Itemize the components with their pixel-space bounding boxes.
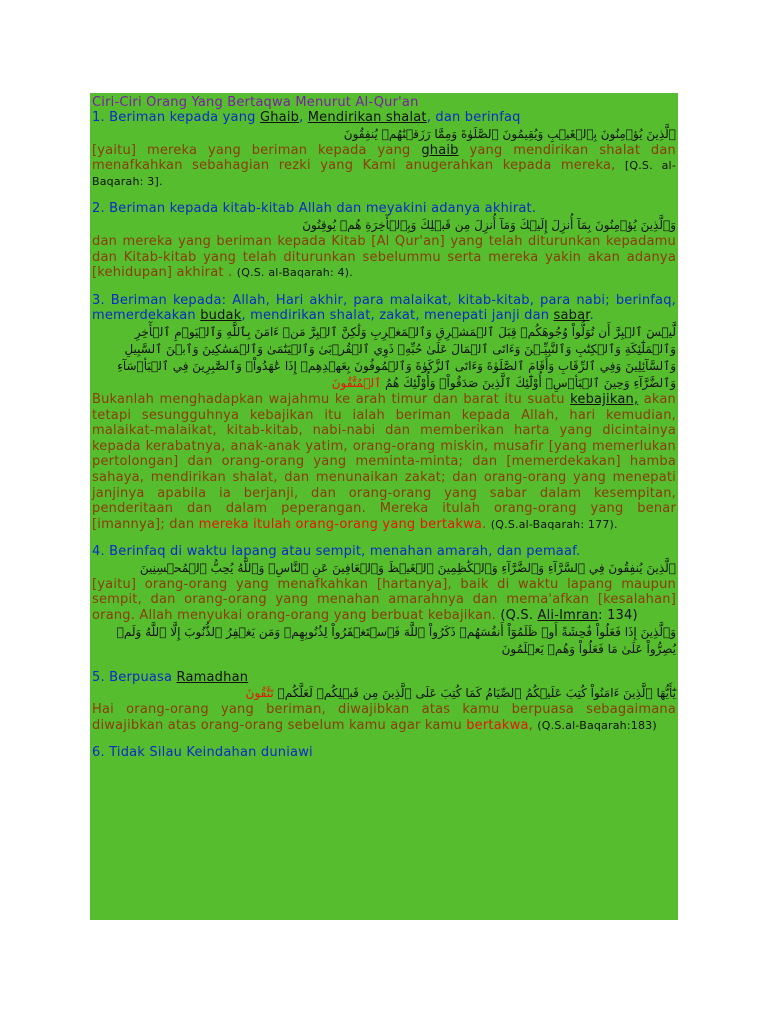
section-1-arabic-verse: ٱلَّذِينَ يُؤۡمِنُونَ بِٱلۡغَيۡبِ وَيُقِيمُونَ ٱلصَّلَوٰةَ وَمِمَّا رَزَقۡنَٰهُمۡ يُنفِقُونَ [343,126,676,141]
section-1-reference: [Q.S. al-Baqarah: 3]. [92,159,676,188]
mendirikan-shalat-link[interactable]: Mendirikan shalat [307,110,427,125]
section-5-arabic-verse [92,685,676,702]
ghaib-link[interactable]: Ghaib [259,110,300,125]
section-3-translation-highlight: mereka itulah orang-orang yang bertakwa [198,516,483,532]
ghaib-inline-link[interactable]: ghaib [421,142,459,158]
section-4-reference-start: (Q.S. [500,608,538,624]
section-4-translation [92,577,676,624]
section-3-translation [92,392,676,532]
section-3-translation-text: Bukanlah menghadapkan wajahmu ke arah timur dan barat itu suatu [92,391,571,407]
section-4-reference-end: : 134) [598,608,638,624]
section-1-heading [92,110,676,126]
section-5-arabic-highlight: تَتَّقُونَ [245,686,274,701]
section-2-heading: 2. Beriman kepada kitab-kitab Allah dan meyakini adanya akhirat. [92,201,537,217]
section-3-heading [92,293,676,324]
document-title: Ciri-Ciri Orang Yang Bertaqwa Menurut Al-Qur'an [92,95,419,110]
section-5-translation [92,702,676,733]
budak-link[interactable]: budak [200,308,242,324]
section-4-translation-text: [yaitu] orang-orang yang menafkahkan [hartanya], baik di waktu lapang maupun sempit, dan orang-orang yang menahan amarahnya dan mema'afkan [kesalahan] orang. Allah menyukai orang-orang yang berbuat kebajikan. [92,576,676,624]
section-6-heading: 6. Tidak Silau Keindahan duniawi [92,745,313,761]
ramadhan-link[interactable]: Ramadhan [176,669,249,685]
section-3-heading-end: . [589,308,594,324]
section-1-heading-end: , dan berinfaq [426,110,521,125]
section-3-arabic-highlight: ٱلۡمُتَّقُونَ [331,375,382,390]
section-1-translation-text: [yaitu] mereka yang beriman kepada yang [92,142,422,158]
section-1-heading-sep: , [299,110,308,125]
ali-imran-link[interactable]: Ali-Imran [537,608,599,624]
section-3-arabic-verse [92,324,676,392]
section-4-arabic-verse-2: وَٱلَّذِينَ إِذَا فَعَلُواْ فَٰحِشَةً أَوۡ ظَلَمُوٓاْ أَنفُسَهُمۡ ذَكَرُواْ ٱللَّهَ فَٱسۡتَغۡفَرُواْ لِذُنُوبِهِمۡ وَمَن يَغۡفِرُ ٱلذُّنُوبَ إِلَّا ٱللَّهُ وَلَمۡ يُصِرُّواْ عَلَىٰ مَا فَعَلُواْ وَهُمۡ يَعۡلَمُونَ [116,624,676,656]
section-5-heading [92,670,676,686]
section-2-translation-text: dan mereka yang beriman kepada Kitab [Al Qur'an] yang telah diturunkan kepadamu dan Kitab-kitab yang telah diturunkan sebelummu serta mereka yakin akan adanya [kehidupan] akhirat . [92,233,676,281]
section-1-translation-rest: yang mendirikan shalat dan menafkahkan sebahagian rezki yang Kami anugerahkan kepada mereka, [92,142,676,174]
section-3-heading-text: 3. Beriman kepada: Allah, Hari akhir, para malaikat, kitab-kitab, para nabi; berinfaq, memerdekakan [92,292,676,324]
section-3-translation-body: akan tetapi sesungguhnya kebajikan itu ialah beriman kepada Allah, hari kemudian, malaikat-malaikat, kitab-kitab, nabi-nabi dan memberikan harta yang dicintainya kepada kerabatnya, anak-anak yatim, orang-orang miskin, musafir [yang memerlukan pertolongan] dan orang-orang yang meminta-minta; dan [memerdekakan] hamba sahaya, mendirikan shalat, dan menunaikan zakat; dan orang-orang yang menepati janjinya apabila ia berjanji, dan orang-orang yang sabar dalam kesempitan, penderitaan dan dalam peperangan. Mereka itulah orang-orang yang benar [imannya]; dan [92,391,677,532]
section-5-reference: (Q.S.al-Baqarah:183) [537,718,657,732]
section-1-translation [92,143,676,190]
section-2-reference: (Q.S. al-Baqarah: 4). [236,266,353,280]
document-page [90,93,678,920]
section-5-heading-text: 5. Berpuasa [92,669,177,685]
section-1-heading-text: 1. Beriman kepada yang [92,110,260,125]
section-3-heading-mid: , mendirikan shalat, zakat, menepati janji dan [241,308,554,324]
section-5-translation-highlight: bertakwa [466,717,529,733]
section-4-heading: 4. Berinfaq di waktu lapang atau sempit, menahan amarah, dan pemaaf. [92,544,581,560]
section-3-reference: (Q.S.al-Baqarah: 177). [490,517,618,531]
section-3-translation-end: . [482,516,491,532]
section-4-arabic-verse-1: ٱلَّذِينَ يُنفِقُونَ فِي ٱلسَّرَّآءِ وَٱلضَّرَّآءِ وَٱلۡكَٰظِمِينَ ٱلۡغَيۡظَ وَٱلۡعَافِينَ عَنِ ٱلنَّاسِۗ وَٱللَّهُ يُحِبُّ ٱلۡمُحۡسِنِينَ [139,560,676,575]
section-3-arabic-text: لَّيۡسَ ٱلۡبِرَّ أَن تُوَلُّواْ وُجُوهَكُمۡ قِبَلَ ٱلۡمَشۡرِقِ وَٱلۡمَغۡرِبِ وَلَٰكِنَّ ٱلۡبِرَّ مَنۡ ءَامَنَ بِٱللَّهِ وَٱلۡيَوۡمِ ٱلۡأٓخِرِ وَٱلۡمَلَٰٓئِكَةِ وَٱلۡكِتَٰبِ وَٱلنَّبِيِّـۧنَ وَءَاتَى ٱلۡمَالَ عَلَىٰ حُبِّهِۦ ذَوِي ٱلۡقُرۡبَىٰ وَٱلۡيَتَٰمَىٰ وَٱلۡمَسَٰكِينَ وَٱبۡنَ ٱلسَّبِيلِ وَٱلسَّآئِلِينَ وَفِي ٱلرِّقَابِ وَأَقَامَ ٱلصَّلَوٰةَ وَءَاتَى ٱلزَّكَوٰةَ وَٱلۡمُوفُونَ بِعَهۡدِهِمۡ إِذَا عَٰهَدُواْۖ وَٱلصَّٰبِرِينَ فِي ٱلۡبَأۡسَآءِ وَٱلضَّرَّآءِ وَحِينَ ٱلۡبَأۡسِۗ أُوْلَٰٓئِكَ ٱلَّذِينَ صَدَقُواْۖ وَأُوْلَٰٓئِكَ هُمُ [117,324,676,390]
sabar-link[interactable]: sabar [553,308,590,324]
section-5-translation-sep: , [528,717,538,733]
section-5-arabic-text: يَٰٓأَيُّهَا ٱلَّذِينَ ءَامَنُواْ كُتِبَ عَلَيۡكُمُ ٱلصِّيَامُ كَمَا كُتِبَ عَلَى ٱلَّذِينَ مِن قَبۡلِكُمۡ لَعَلَّكُمۡ [277,686,676,701]
section-2-arabic-verse: وَٱلَّذِينَ يُؤۡمِنُونَ بِمَآ أُنزِلَ إِلَيۡكَ وَمَآ أُنزِلَ مِن قَبۡلِكَ وَبِٱلۡأٓخِرَةِ هُمۡ يُوقِنُونَ [302,217,676,232]
kebajikan-link[interactable]: kebajikan, [570,391,639,407]
section-5-translation-text: Hai orang-orang yang beriman, diwajibkan atas kamu berpuasa sebagaimana diwajibkan atas orang-orang sebelum kamu agar kamu [92,702,676,733]
section-2-translation [92,234,676,281]
